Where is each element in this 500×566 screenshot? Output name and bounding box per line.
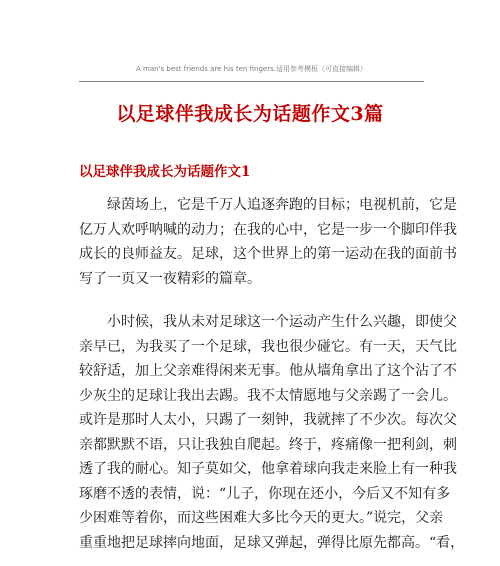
text-line: 少灰尘的足球让我出去踢。我不太情愿地与父亲踢了一会儿。 [79, 387, 457, 404]
text-line: 琢磨不透的表情，说：“儿子，你现在还小，今后又不知有多 [79, 485, 451, 502]
text-line: 少困难等着你，而这些困难大多比今天的更大。”说完，父亲 [79, 510, 444, 526]
paragraph-1 [79, 193, 457, 291]
page-header-text: A man's best friends are his ten fingers.适用参考模板（可直接编辑） [136, 65, 367, 73]
text-line: 亿万人欢呼呐喊的动力；在我的心中，它是一步一个脚印伴我 [79, 221, 457, 238]
text-line: 成长的良师益友。足球，这个世界上的第一运动在我的面前书 [79, 246, 457, 262]
text-line: 透了我的耐心。知子莫如父，他拿着球向我走来脸上有一种我 [79, 461, 457, 477]
section-heading: 以足球伴我成长为话题作文1 [79, 164, 251, 180]
text-line: 绿茵场上，它是千万人追逐奔跑的目标；电视机前，它是 [79, 197, 457, 213]
text-line: 亲都默默不语，只让我独自爬起。终于，疼痛像一把利剑，刺 [79, 436, 457, 453]
text-line: 写了一页又一夜精彩的篇章。 [79, 270, 261, 287]
text-line: 重重地把足球摔向地面，足球又弹起，弹得比原先都高。“看， [79, 534, 465, 551]
header-divider [79, 81, 424, 82]
text-line: 小时候，我从未对足球这一个运动产生什么兴趣，即使父 [79, 314, 457, 330]
document-title: 以足球伴我成长为话题作文3篇 [116, 103, 384, 125]
text-line: 亲早已，为我买了一个足球，我也很少碰它。有一天，天气比 [79, 338, 457, 355]
text-line: 或许是那时人太小，只踢了一刻钟，我就摔了不少次。每次父 [79, 412, 457, 428]
text-line: 较舒适，加上父亲难得闲来无事。他从墙角拿出了这个沾了不 [79, 363, 457, 379]
paragraph-2 [79, 310, 465, 555]
